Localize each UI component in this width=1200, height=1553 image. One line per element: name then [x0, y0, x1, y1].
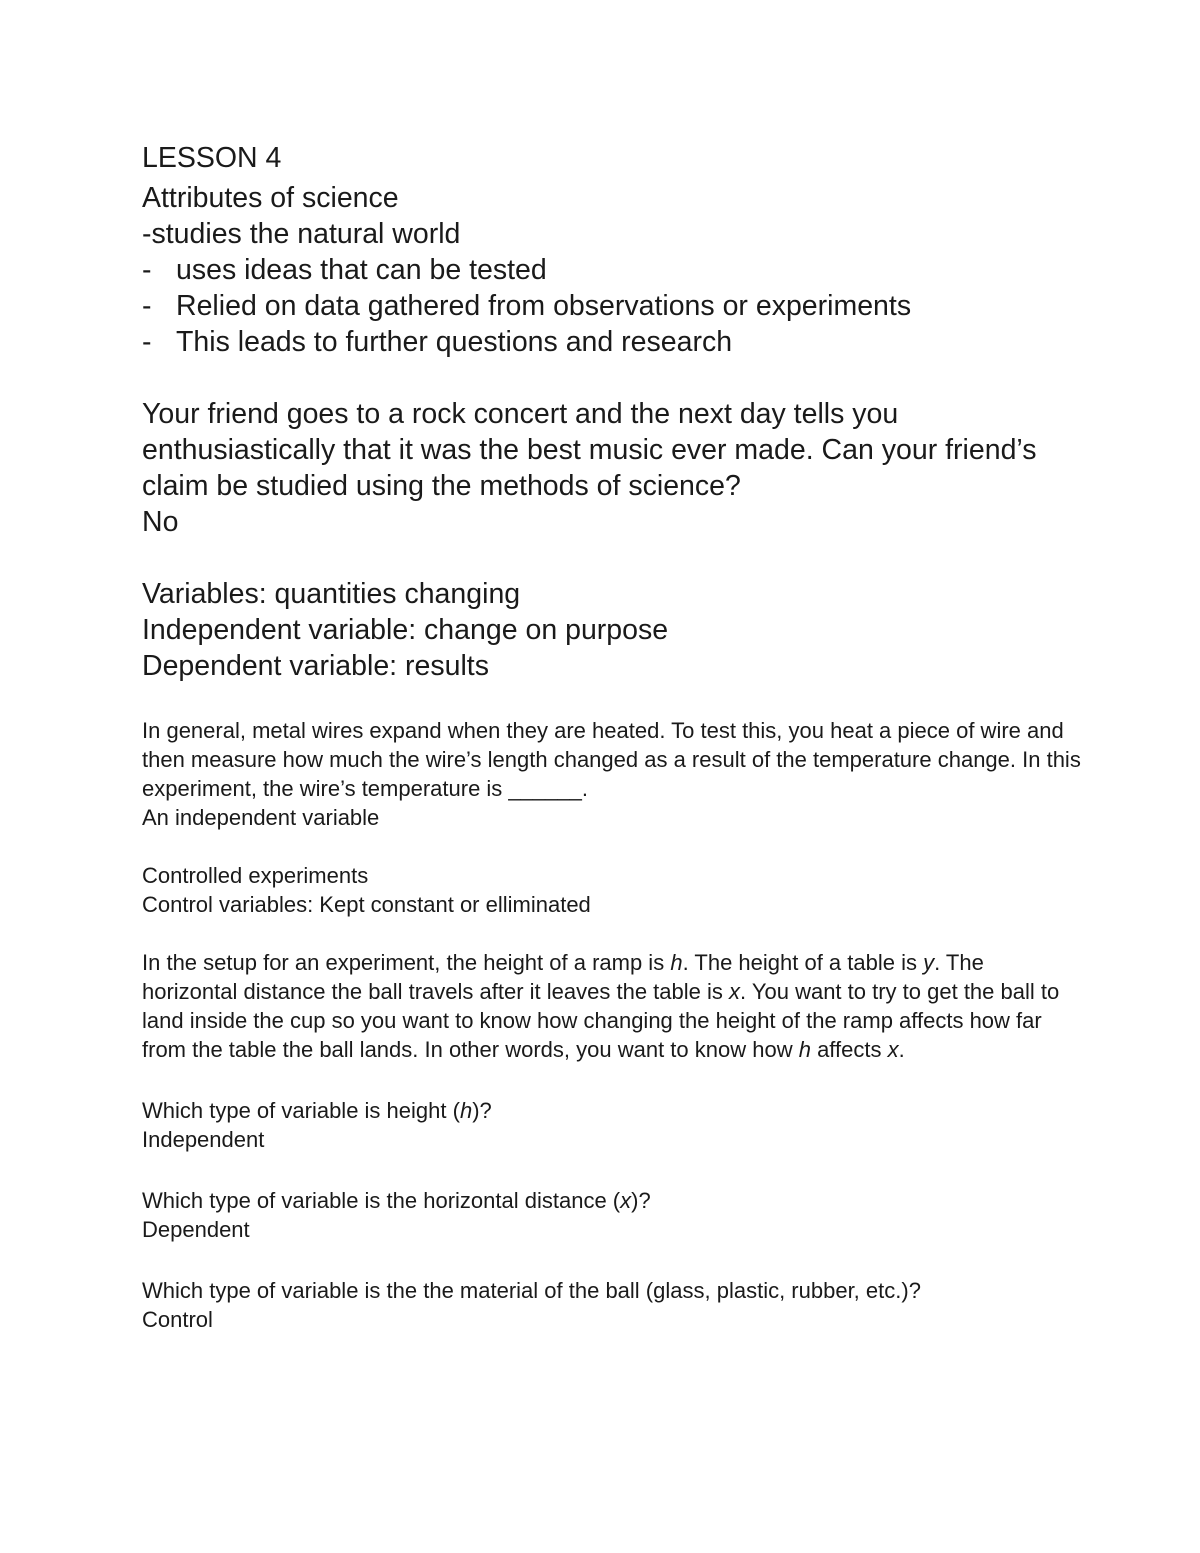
- answer-text: No: [142, 506, 179, 538]
- definition-line: Variables: quantities changing: [142, 578, 521, 610]
- definition-line: Independent variable: change on purpose: [142, 614, 669, 646]
- question-block: [142, 1186, 1082, 1244]
- question-text: Which type of variable is the the material of the ball (glass, plastic, rubber, etc.)?: [142, 1278, 921, 1303]
- question-text: In general, metal wires expand when they are heated. To test this, you heat a piece of wire and then measure how much the wire’s length changed as a result of the temperature change. In this experiment, the wire’s temperature is ______.: [142, 718, 1081, 801]
- lesson-section: [142, 140, 1082, 360]
- bullet-item: [142, 252, 1082, 288]
- question-text: Which type of variable is height (h)?: [142, 1098, 492, 1123]
- definition-line: Controlled experiments: [142, 863, 369, 888]
- question-text: Which type of variable is the horizontal distance (x)?: [142, 1188, 651, 1213]
- dash-marker: -: [142, 254, 152, 286]
- variables-section: [142, 576, 1082, 684]
- controlled-section: [142, 861, 1082, 919]
- answer-text: Control: [142, 1307, 213, 1332]
- wire-question-section: [142, 716, 1082, 832]
- bullet-item: [142, 288, 1082, 324]
- ramp-section: [142, 948, 1082, 1064]
- question-text: Your friend goes to a rock concert and the next day tells you enthusiastically that it was the best music ever made. Can your friend’s claim be studied using the methods of science?: [142, 398, 1037, 502]
- bullet-text: Relied on data gathered from observations or experiments: [176, 290, 912, 322]
- definition-line: Dependent variable: results: [142, 650, 489, 682]
- document-page: [142, 140, 1082, 1334]
- attribute-item: -studies the natural world: [142, 218, 461, 250]
- answer-text: Dependent: [142, 1217, 250, 1242]
- dash-marker: -: [142, 326, 152, 358]
- bullet-text: This leads to further questions and research: [176, 326, 733, 358]
- question-block: [142, 1276, 1082, 1334]
- dash-marker: -: [142, 290, 152, 322]
- question-block: [142, 1096, 1082, 1154]
- answer-text: Independent: [142, 1127, 265, 1152]
- bullet-text: uses ideas that can be tested: [176, 254, 547, 286]
- section-heading: Attributes of science: [142, 182, 399, 214]
- answer-text: An independent variable: [142, 805, 380, 830]
- definition-line: Control variables: Kept constant or elliminated: [142, 892, 591, 917]
- rock-question-section: [142, 396, 1082, 540]
- bullet-item: [142, 324, 1082, 360]
- ramp-paragraph: In the setup for an experiment, the height of a ramp is h. The height of a table is y. The horizontal distance the ball travels after it leaves the table is x. You want to try to get the ball to land inside the cup so you want to know how changing the height of the ramp affects how far from the table the ball lands. In other words, you want to know how h affects x.: [142, 950, 1060, 1062]
- lesson-title: LESSON 4: [142, 142, 282, 174]
